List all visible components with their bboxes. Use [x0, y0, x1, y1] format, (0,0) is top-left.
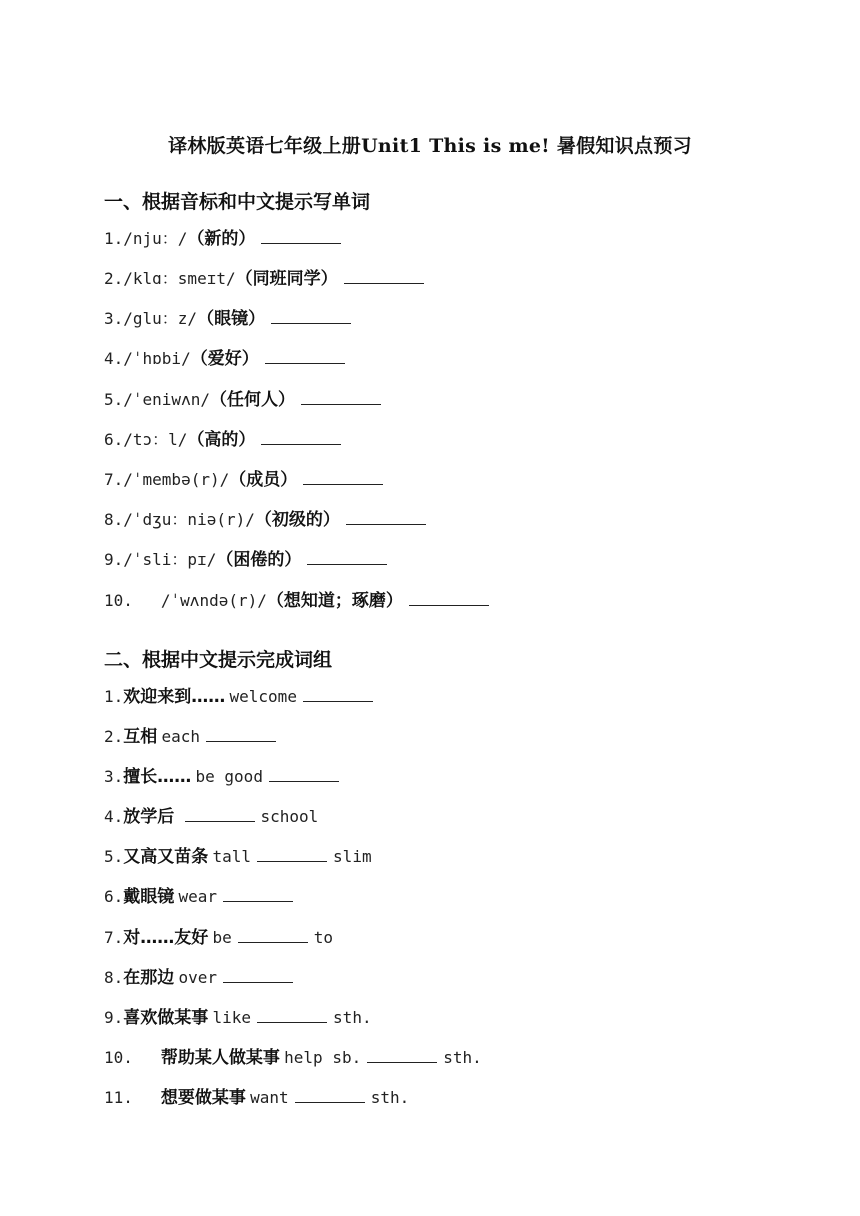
item-number: 2.: [104, 269, 124, 288]
answer-blank[interactable]: [295, 1088, 365, 1103]
chinese-hint: 又高又苗条: [123, 847, 209, 867]
chinese-hint: （眼镜）: [197, 309, 266, 329]
phonetic: /ˈeniwʌn/: [123, 390, 210, 409]
chinese-hint: （初级的）: [254, 510, 340, 530]
vocab-item: [104, 266, 430, 292]
answer-blank[interactable]: [257, 1008, 327, 1023]
answer-blank[interactable]: [303, 470, 383, 485]
vocab-item: [104, 547, 393, 573]
answer-blank[interactable]: [206, 727, 276, 742]
chinese-hint: （任何人）: [209, 390, 295, 410]
answer-blank[interactable]: [307, 550, 387, 565]
phrase-item: [104, 844, 372, 870]
phrase-before: wear: [178, 887, 218, 906]
phonetic: /ˈhɒbi/: [123, 349, 191, 368]
phrase-before: like: [212, 1008, 252, 1027]
phonetic: /ˈdʒu：niə(r)/: [123, 510, 255, 529]
phonetic: /ˈwʌndə(r)/: [160, 591, 267, 610]
item-number: 9.: [104, 550, 124, 569]
phonetic: /ˈsli：pɪ/: [123, 550, 217, 569]
chinese-hint: （爱好）: [190, 349, 259, 369]
chinese-hint: 戴眼镜: [123, 887, 175, 907]
phrase-item: [104, 1085, 409, 1111]
phonetic: /klɑ：smeɪt/: [123, 269, 236, 288]
chinese-hint: 想要做某事: [160, 1088, 246, 1108]
phonetic: /tɔ：l/: [123, 430, 188, 449]
phrase-before: welcome: [229, 687, 297, 706]
phrase-item: [104, 684, 379, 710]
item-number: 1.: [104, 229, 124, 248]
chinese-hint: 帮助某人做某事: [160, 1048, 280, 1068]
chinese-hint: 喜欢做某事: [123, 1008, 209, 1028]
item-number: 4.: [104, 349, 124, 368]
phrase-after: slim: [333, 847, 372, 866]
answer-blank[interactable]: [367, 1048, 437, 1063]
answer-blank[interactable]: [269, 767, 339, 782]
vocab-item: [104, 588, 495, 614]
chinese-hint: 在那边: [123, 968, 175, 988]
vocab-item: [104, 306, 357, 332]
vocab-item: [104, 226, 347, 252]
item-number: 5.: [104, 390, 124, 409]
chinese-hint: 擅长……: [123, 767, 192, 787]
phrase-before: want: [250, 1088, 289, 1107]
chinese-hint: 放学后: [123, 807, 175, 827]
phrase-before: be good: [195, 767, 263, 786]
answer-blank[interactable]: [261, 430, 341, 445]
item-number: 4.: [104, 807, 124, 826]
phrase-after: sth.: [333, 1008, 372, 1027]
phrase-before: tall: [212, 847, 252, 866]
phrase-item: [104, 884, 299, 910]
phrase-before: be: [212, 928, 232, 947]
answer-blank[interactable]: [223, 968, 293, 983]
vocab-item: [104, 346, 351, 372]
item-number: 3.: [104, 767, 124, 786]
phrase-before: each: [161, 727, 201, 746]
chinese-hint: （新的）: [187, 229, 256, 249]
answer-blank[interactable]: [301, 390, 381, 405]
chinese-hint: （想知道；琢磨）: [266, 591, 403, 611]
item-number: 11.: [104, 1088, 133, 1107]
phrase-before: help sb.: [284, 1048, 362, 1067]
answer-blank[interactable]: [223, 887, 293, 902]
chinese-hint: （困倦的）: [216, 550, 302, 570]
vocab-item: [104, 467, 389, 493]
answer-blank[interactable]: [344, 269, 424, 284]
item-number: 1.: [104, 687, 124, 706]
answer-blank[interactable]: [271, 309, 351, 324]
phrase-item: [104, 764, 345, 790]
chinese-hint: （高的）: [187, 430, 256, 450]
phrase-after: to: [313, 928, 334, 947]
phrase-item: [104, 1045, 482, 1071]
item-number: 10.: [104, 591, 133, 610]
answer-blank[interactable]: [265, 349, 345, 364]
page-title: 译林版英语七年级上册Unit1 This is me! 暑假知识点预习: [168, 135, 692, 157]
item-number: 10.: [104, 1048, 133, 1067]
chinese-hint: （同班同学）: [235, 269, 338, 289]
item-number: 2.: [104, 727, 124, 746]
item-number: 6.: [104, 887, 124, 906]
chinese-hint: 对……友好: [123, 928, 209, 948]
phrase-after: school: [260, 807, 319, 826]
phrase-item: [104, 804, 318, 830]
phrase-after: sth.: [443, 1048, 482, 1067]
section-1-heading: 一、根据音标和中文提示写单词: [104, 191, 371, 213]
vocab-item: [104, 507, 432, 533]
phrase-item: [104, 925, 333, 951]
answer-blank[interactable]: [185, 807, 255, 822]
answer-blank[interactable]: [257, 847, 327, 862]
phonetic: /glu：z/: [123, 309, 198, 328]
phrase-item: [104, 965, 299, 991]
phrase-item: [104, 724, 282, 750]
section-2-heading: 二、根据中文提示完成词组: [104, 649, 333, 671]
chinese-hint: 欢迎来到……: [123, 687, 226, 707]
answer-blank[interactable]: [346, 510, 426, 525]
chinese-hint: 互相: [123, 727, 158, 747]
phonetic: /nju：/: [123, 229, 188, 248]
item-number: 9.: [104, 1008, 124, 1027]
item-number: 3.: [104, 309, 124, 328]
answer-blank[interactable]: [303, 687, 373, 702]
vocab-item: [104, 427, 347, 453]
chinese-hint: （成员）: [229, 470, 298, 490]
item-number: 8.: [104, 968, 124, 987]
phrase-item: [104, 1005, 372, 1031]
phrase-before: over: [178, 968, 218, 987]
item-number: 8.: [104, 510, 124, 529]
phonetic: /ˈmembə(r)/: [123, 470, 230, 489]
answer-blank[interactable]: [409, 591, 489, 606]
phrase-after: sth.: [370, 1088, 410, 1107]
item-number: 7.: [104, 470, 124, 489]
vocab-item: [104, 387, 387, 413]
item-number: 5.: [104, 847, 124, 866]
item-number: 6.: [104, 430, 124, 449]
answer-blank[interactable]: [261, 229, 341, 244]
item-number: 7.: [104, 928, 124, 947]
answer-blank[interactable]: [238, 928, 308, 943]
